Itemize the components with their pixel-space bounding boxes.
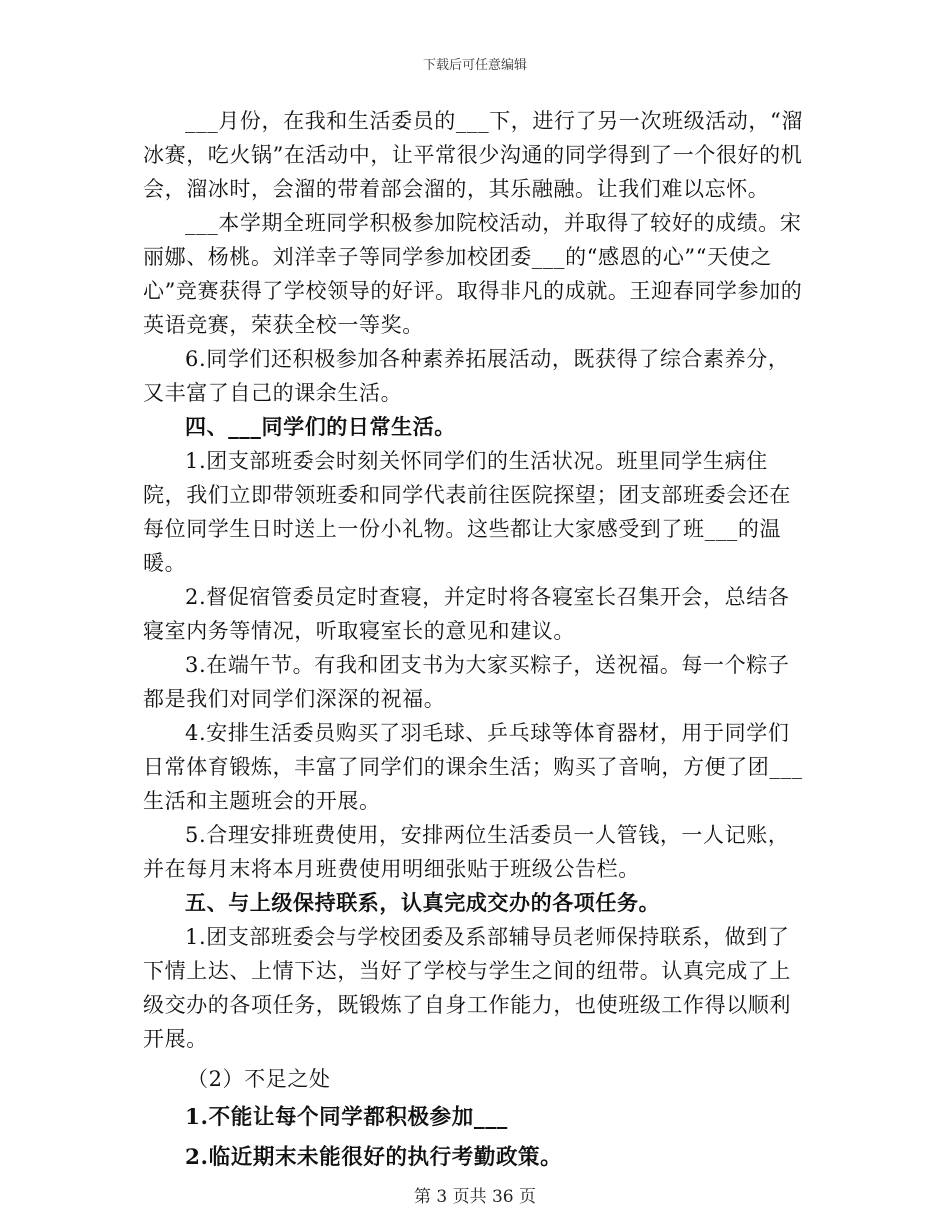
- page-header: 下载后可任意编辑: [422, 58, 527, 73]
- paragraph-item-6: 6.同学们还积极参加各种素养拓展活动，既获得了综合素养分，又丰富了自己的课余生活。: [143, 347, 790, 405]
- paragraph-item-3-dragon-boat: 3.在端午节。有我和团支书为大家买粽子，送祝福。每一个粽子都是我们对同学们深深的祝福。: [143, 653, 790, 711]
- paragraph-skating-activity: ___月份，在我和生活委员的___下，进行了另一次班级活动，“溜冰赛，吃火锅”在活动中，让平常很少沟通的同学得到了一个很好的机会，溜冰时，会溜的带着部会溜的，其乐融融。让我们难以忘怀。: [143, 109, 803, 201]
- paragraph-item-5-funds: 5.合理安排班费使用，安排两位生活委员一人管钱，一人记账，并在每月末将本月班费使用明细张贴于班级公告栏。: [143, 823, 790, 881]
- paragraph-item-1-liaison: 1.团支部班委会与学校团委及系部辅导员老师保持联系，做到了下情上达、上情下达，当好了学校与学生之间的纽带。认真完成了上级交办的各项任务，既锻炼了自身工作能力，也使班级工作得以顺利开展。: [143, 925, 791, 1051]
- section-heading-4: 四、___同学们的日常生活。: [185, 414, 456, 439]
- paragraph-item-2-dorm: 2.督促宿管委员定时查寝，并定时将各寝室长召集开会，总结各寝室内务等情况，听取寝室长的意见和建议。: [143, 585, 790, 643]
- section-heading-5: 五、与上级保持联系，认真完成交办的各项任务。: [185, 890, 661, 915]
- paragraph-item-4-sports: 4.安排生活委员购买了羽毛球、乒乓球等体育器材，用于同学们日常体育锻炼，丰富了同学们的课余生活；购买了音响，方便了团___生活和主题班会的开展。: [143, 721, 803, 813]
- document-body: [143, 104, 805, 1176]
- paragraph-item-1-care: 1.团支部班委会时刻关怀同学们的生活状况。班里同学生病住院，我们立即带领班委和同学代表前往医院探望；团支部班委会还在每位同学生日时送上一份小礼物。这些都让大家感受到了班___的温暖。: [143, 449, 791, 575]
- shortcoming-item-1: 1.不能让每个同学都积极参加___: [185, 1105, 508, 1130]
- shortcoming-item-2: 2.临近期末未能很好的执行考勤政策。: [185, 1145, 563, 1170]
- subsection-shortcomings: （2）不足之处: [187, 1067, 331, 1091]
- page-footer: 第 3 页共 36 页: [413, 1187, 537, 1207]
- paragraph-campus-activities: ___本学期全班同学积极参加院校活动，并取得了较好的成绩。宋丽娜、杨桃。刘洋幸子等同学参加校团委___的“感恩的心”“天使之心”竞赛获得了学校领导的好评。取得非凡的成就。王迎春同学参加的英语竞赛，荣获全校一等奖。: [143, 211, 803, 337]
